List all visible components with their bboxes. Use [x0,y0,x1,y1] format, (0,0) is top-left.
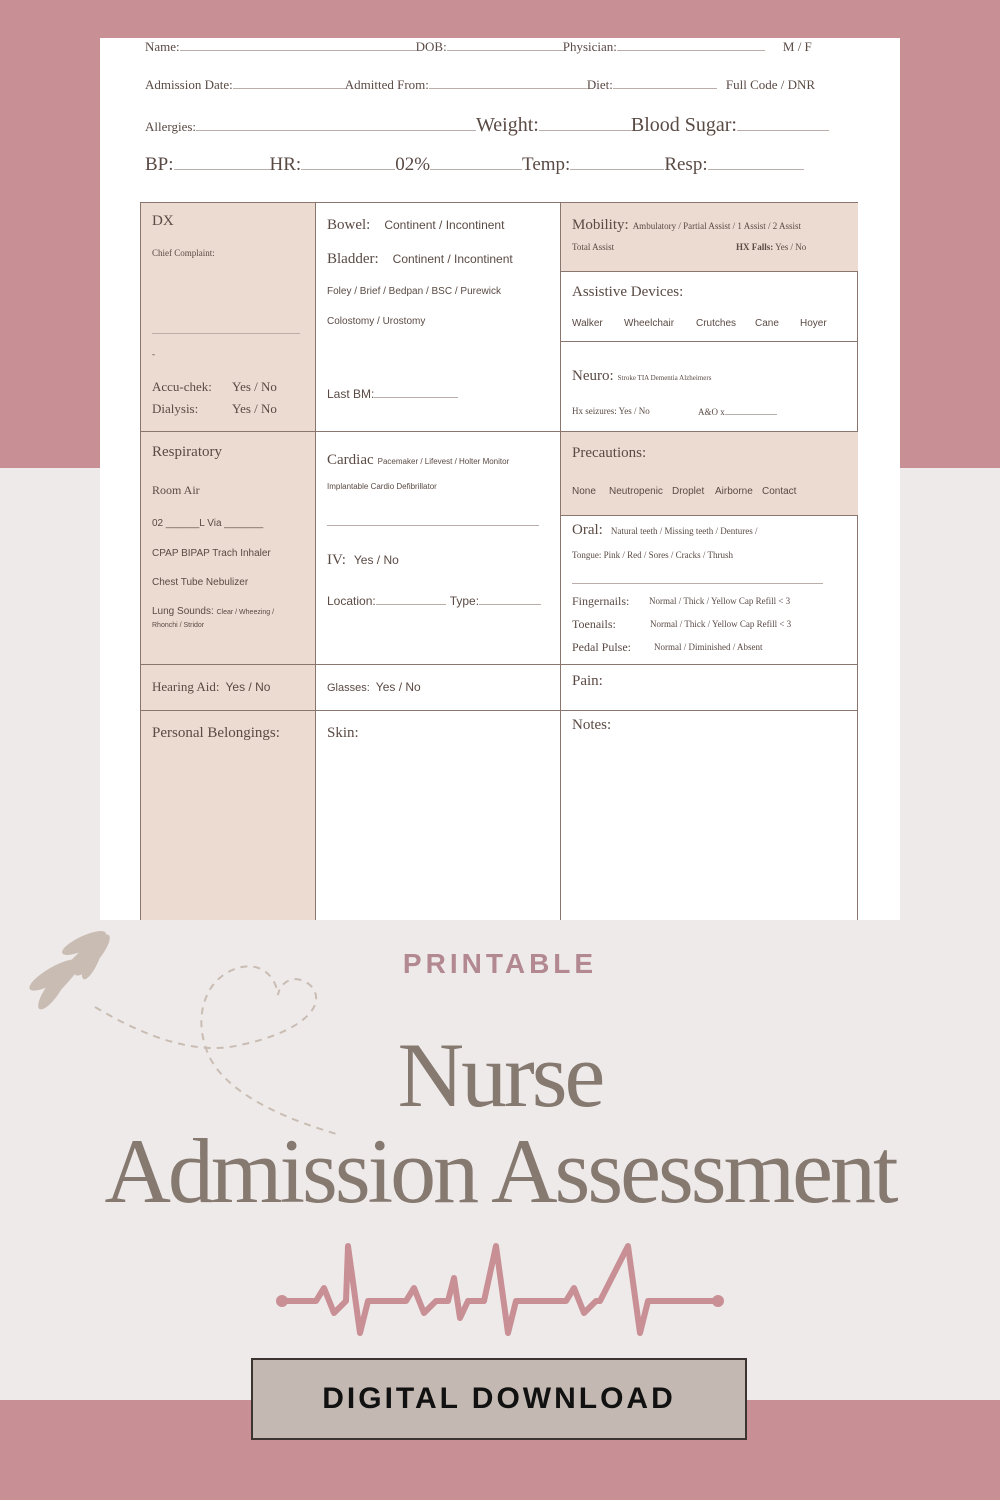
glasses-label: Glasses: [327,682,370,694]
precaution-none[interactable]: None [572,486,596,497]
assistive-item-hoyer[interactable]: Hoyer [800,318,827,329]
o2-label: 02% [395,154,431,175]
sex-options[interactable]: M / F [782,39,812,54]
assistive-item-walker[interactable]: Walker [572,318,603,329]
resp-label: Resp: [664,154,708,175]
form-sheet [100,38,900,920]
header-row-3 [145,114,829,137]
hx-falls-label: HX Falls: [736,242,774,252]
allergies-field[interactable] [196,118,476,131]
admission-date-label: Admission Date: [145,77,233,92]
mobility-label: Mobility: [572,217,629,233]
dialysis-label: Dialysis: [152,401,199,416]
bowel-label: Bowel: [327,217,371,233]
hearing-aid-label: Hearing Aid: [152,679,220,694]
oral-options[interactable]: Natural teeth / Missing teeth / Dentures / [610,526,758,536]
notes-section[interactable] [561,711,858,920]
aox-field[interactable] [725,406,777,415]
fingernails-options[interactable]: Normal / Thick / Yellow Cap Refill < 3 [649,596,791,606]
admitted-from-label: Admitted From: [344,77,429,92]
toenails-options[interactable]: Normal / Thick / Yellow Cap Refill < 3 [650,619,792,629]
hearing-aid-section [141,665,316,711]
blood-sugar-label: Blood Sugar: [630,114,737,136]
heartbeat-icon [270,1238,730,1338]
iv-label: IV: [327,552,346,568]
skin-section[interactable] [316,711,561,920]
total-assist[interactable]: Total Assist [572,242,615,252]
precaution-neutropenic[interactable]: Neutropenic [609,486,663,497]
resp-field[interactable] [708,157,804,170]
assistive-devices-title: Assistive Devices: [572,284,684,300]
precaution-airborne[interactable]: Airborne [715,486,753,497]
hr-field[interactable] [301,157,395,170]
oral-notes-field[interactable] [572,583,823,584]
room-air[interactable]: Room Air [152,483,200,497]
code-status-options[interactable]: Full Code / DNR [725,77,816,92]
pain-section[interactable] [561,665,858,711]
cardiac-label: Cardiac [327,452,374,468]
cardiac-notes-field[interactable] [327,525,539,526]
accu-chek-label: Accu-chek: [152,379,212,394]
bowel-bladder-section [316,203,561,432]
physician-label: Physician: [562,39,617,54]
type-field[interactable] [479,592,541,605]
blood-sugar-field[interactable] [737,118,829,131]
type-label: Type: [449,594,480,608]
admitted-from-field[interactable] [429,76,587,89]
name-field[interactable] [180,38,416,51]
bp-label: BP: [145,154,174,175]
neuro-label: Neuro: [572,368,614,384]
chief-complaint-field[interactable] [152,333,300,334]
personal-belongings-label: Personal Belongings: [152,725,280,741]
mobility-options[interactable]: Ambulatory / Partial Assist / 1 Assist / 2 Assist [632,221,801,231]
glasses-options[interactable]: Yes / No [375,680,421,694]
title-line-2: Admission Assessment [104,1120,896,1222]
header-row-4 [145,154,804,176]
dialysis-options[interactable]: Yes / No [232,401,277,416]
oral-label: Oral: [572,522,603,538]
weight-label: Weight: [476,114,539,136]
allergies-label: Allergies: [145,119,197,134]
oral-section [561,516,858,665]
neuro-section [561,342,858,432]
bladder-options[interactable]: Continent / Incontinent [392,252,513,266]
neuro-options[interactable]: Stroke TIA Dementia Alzheimers [617,374,712,382]
precautions-section [561,432,858,516]
admission-date-field[interactable] [233,76,345,89]
pedal-pulse-label: Pedal Pulse: [572,640,631,654]
chest-tube-options[interactable]: Chest Tube Nebulizer [152,577,249,588]
dx-title: DX [152,213,174,229]
dob-label: DOB: [415,39,447,54]
o2-via-field[interactable]: 02 ______L Via _______ [152,518,264,529]
last-bm-label: Last BM: [327,387,375,401]
temp-label: Temp: [522,154,571,175]
hx-falls-options[interactable]: Yes / No [775,242,807,252]
cardiac-options[interactable]: Pacemaker / Lifevest / Holter Monitor [377,457,510,466]
dob-field[interactable] [447,38,563,51]
title-line-1: Nurse [397,1024,603,1126]
physician-field[interactable] [617,38,765,51]
weight-field[interactable] [539,118,631,131]
lung-sounds-options-2[interactable]: Rhonchi / Stridor [152,622,205,629]
cardiac-section [316,432,561,665]
location-label: Location: [327,594,376,608]
precaution-droplet[interactable]: Droplet [672,486,705,497]
hearing-aid-options[interactable]: Yes / No [225,680,271,694]
printable-eyebrow: PRINTABLE [402,948,598,979]
header-row-2 [145,76,815,93]
icd-option[interactable]: Implantable Cardio Defibrillator [327,482,437,491]
lung-sounds-label: Lung Sounds: [152,606,214,617]
iv-options[interactable]: Yes / No [353,553,399,567]
skin-label: Skin: [327,725,359,741]
tongue-options[interactable]: Tongue: Pink / Red / Sores / Cracks / Thrush [572,550,733,560]
respiratory-section [141,432,316,665]
hr-label: HR: [269,154,302,175]
ostomy-options[interactable]: Colostomy / Urostomy [327,316,426,327]
diet-label: Diet: [586,77,613,92]
last-bm-field[interactable] [374,385,458,398]
pain-label: Pain: [572,673,603,689]
o2-field[interactable] [430,157,522,170]
accu-chek-options[interactable]: Yes / No [232,379,277,394]
assistive-item-crutches[interactable]: Crutches [696,318,737,329]
toenails-label: Toenails: [572,617,616,631]
dx-dash: - [152,349,155,359]
continence-devices[interactable]: Foley / Brief / Bedpan / BSC / Purewick [327,286,501,297]
bowel-options[interactable]: Continent / Incontinent [384,218,505,232]
personal-belongings-section[interactable] [141,711,316,920]
hx-seizures[interactable]: Hx seizures: Yes / No [572,406,650,416]
precautions-title: Precautions: [572,445,647,461]
bladder-label: Bladder: [327,251,379,267]
precaution-contact[interactable]: Contact [762,486,797,497]
dx-section [141,203,316,432]
name-label: Name: [145,39,180,54]
respiratory-title: Respiratory [152,444,222,460]
aox-label: A&O x [698,407,725,417]
header-row-1 [145,38,812,55]
glasses-section [316,665,561,711]
assistive-item-wheelchair[interactable]: Wheelchair [624,318,675,329]
cpap-options[interactable]: CPAP BIPAP Trach Inhaler [152,548,271,559]
mobility-section [561,203,858,272]
chief-complaint-label: Chief Complaint: [152,248,215,258]
notes-label: Notes: [572,717,612,733]
lung-sounds-options-1[interactable]: Clear / Wheezing / [216,609,275,616]
digital-download-button[interactable]: DIGITAL DOWNLOAD [251,1358,747,1440]
location-field[interactable] [376,592,446,605]
fingernails-label: Fingernails: [572,594,630,608]
bp-field[interactable] [174,157,270,170]
assistive-devices-section [561,272,858,342]
diet-field[interactable] [613,76,717,89]
pedal-pulse-options[interactable]: Normal / Diminished / Absent [654,642,763,652]
assistive-item-cane[interactable]: Cane [755,318,779,329]
temp-field[interactable] [570,157,664,170]
assessment-grid [140,202,858,920]
